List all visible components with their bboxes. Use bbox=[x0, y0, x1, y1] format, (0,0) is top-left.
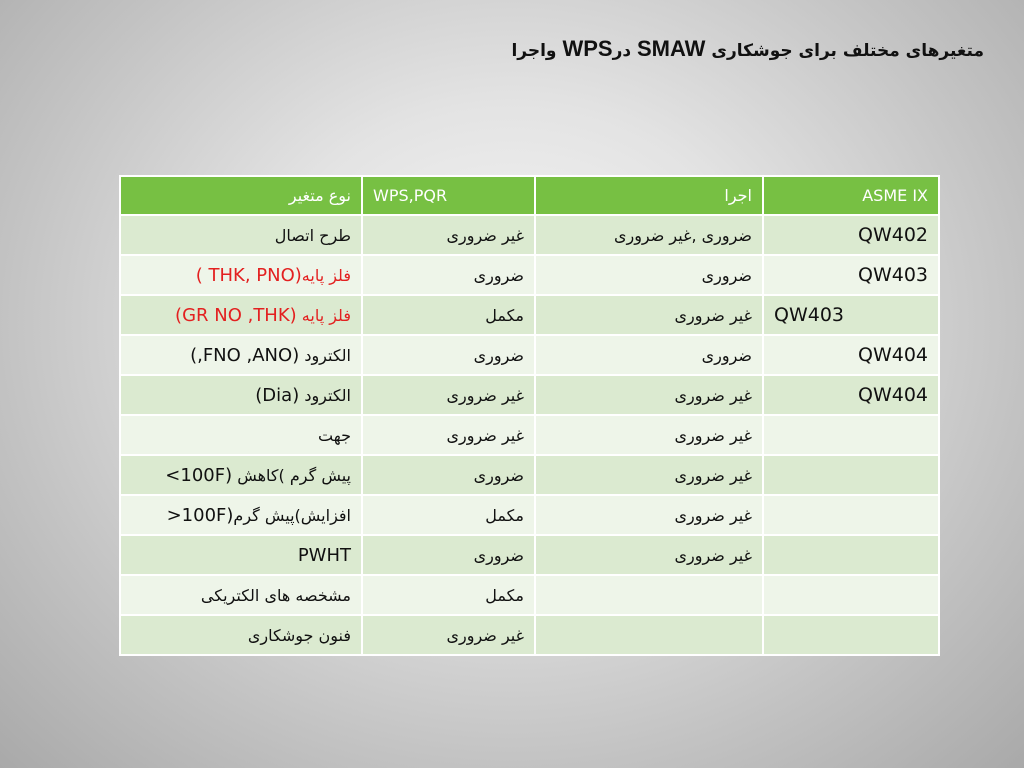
cell-exec: غیر ضروری bbox=[535, 535, 763, 575]
cell-exec: ضروری bbox=[535, 255, 763, 295]
cell-variable bbox=[120, 335, 362, 375]
cell-variable bbox=[120, 575, 362, 615]
cell-wps: غیر ضروری bbox=[362, 215, 535, 255]
code-text: QW404 bbox=[857, 344, 928, 366]
cell-code bbox=[763, 255, 939, 295]
table-row bbox=[120, 495, 939, 535]
cell-wps: غیر ضروری bbox=[362, 375, 535, 415]
cell-wps: ضروری bbox=[362, 255, 535, 295]
table-row bbox=[120, 455, 939, 495]
cell-variable bbox=[120, 415, 362, 455]
cell-variable bbox=[120, 295, 362, 335]
table-row bbox=[120, 215, 939, 255]
variable-en: (100F< bbox=[166, 504, 234, 526]
cell-variable bbox=[120, 215, 362, 255]
code-text: QW404 bbox=[857, 384, 928, 406]
cell-exec: غیر ضروری bbox=[535, 495, 763, 535]
cell-code bbox=[763, 455, 939, 495]
table-row bbox=[120, 375, 939, 415]
variable-fa: فلز پایه bbox=[301, 305, 351, 325]
cell-wps: مکمل bbox=[362, 495, 535, 535]
cell-wps: ضروری bbox=[362, 455, 535, 495]
table-header-row bbox=[120, 176, 939, 215]
cell-exec: غیر ضروری bbox=[535, 375, 763, 415]
cell-variable bbox=[120, 375, 362, 415]
cell-exec: غیر ضروری bbox=[535, 415, 763, 455]
header-execution: اجرا bbox=[535, 176, 763, 215]
cell-wps: مکمل bbox=[362, 575, 535, 615]
cell-code bbox=[763, 215, 939, 255]
variable-fa: پیش گرم )کاهش bbox=[237, 465, 351, 485]
variable-fa: الکترود bbox=[304, 345, 351, 365]
cell-exec bbox=[535, 615, 763, 655]
table-row bbox=[120, 535, 939, 575]
title-smaw: SMAW bbox=[637, 36, 706, 61]
title-suffix: واجرا bbox=[511, 41, 557, 61]
variable-fa: جهت bbox=[318, 425, 351, 445]
cell-wps: مکمل bbox=[362, 295, 535, 335]
variable-fa: فنون جوشکاری bbox=[247, 625, 351, 645]
table-row bbox=[120, 295, 939, 335]
table-row bbox=[120, 615, 939, 655]
cell-variable bbox=[120, 455, 362, 495]
title-wps: WPS bbox=[562, 36, 613, 61]
code-text: QW403 bbox=[857, 264, 928, 286]
variable-en: (GR NO ,THK) bbox=[175, 304, 297, 326]
cell-exec: ضروری bbox=[535, 335, 763, 375]
cell-wps: ضروری bbox=[362, 535, 535, 575]
cell-variable bbox=[120, 255, 362, 295]
cell-code bbox=[763, 295, 939, 335]
header-asme: ASME IX bbox=[763, 176, 939, 215]
cell-exec bbox=[535, 575, 763, 615]
title-prefix: متغیرهای مختلف برای جوشکاری bbox=[711, 41, 984, 61]
variable-en: (THK, PNO ) bbox=[195, 264, 302, 286]
variable-en: PWHT bbox=[297, 544, 351, 566]
slide-title bbox=[284, 36, 984, 62]
variables-table bbox=[119, 175, 940, 656]
variable-fa: طرح اتصال bbox=[274, 225, 351, 245]
variable-en: (FNO ,ANO,) bbox=[190, 344, 300, 366]
cell-variable bbox=[120, 535, 362, 575]
cell-variable bbox=[120, 615, 362, 655]
title-dar: در bbox=[612, 41, 632, 61]
cell-code bbox=[763, 375, 939, 415]
header-wps-pqr: WPS,PQR bbox=[362, 176, 535, 215]
table-row bbox=[120, 415, 939, 455]
cell-variable bbox=[120, 495, 362, 535]
cell-exec: ضروری ,غیر ضروری bbox=[535, 215, 763, 255]
variable-fa: الکترود bbox=[304, 385, 351, 405]
cell-code bbox=[763, 535, 939, 575]
variable-fa: مشخصه های الکتریکی bbox=[200, 585, 351, 605]
variable-en: (Dia) bbox=[255, 384, 300, 406]
cell-code bbox=[763, 615, 939, 655]
table-row bbox=[120, 335, 939, 375]
cell-code bbox=[763, 415, 939, 455]
code-text: QW402 bbox=[857, 224, 928, 246]
header-variable-type: نوع متغیر bbox=[120, 176, 362, 215]
cell-wps: غیر ضروری bbox=[362, 615, 535, 655]
cell-code bbox=[763, 575, 939, 615]
cell-code bbox=[763, 495, 939, 535]
cell-wps: ضروری bbox=[362, 335, 535, 375]
table-row bbox=[120, 575, 939, 615]
variable-en: (100F> bbox=[165, 464, 233, 486]
cell-code bbox=[763, 335, 939, 375]
cell-wps: غیر ضروری bbox=[362, 415, 535, 455]
code-text: QW403 bbox=[774, 304, 845, 326]
cell-exec: غیر ضروری bbox=[535, 295, 763, 335]
variable-fa: فلز پایه bbox=[301, 265, 351, 285]
table-row bbox=[120, 255, 939, 295]
cell-exec: غیر ضروری bbox=[535, 455, 763, 495]
variable-fa: افزایش)پیش گرم bbox=[233, 505, 351, 525]
